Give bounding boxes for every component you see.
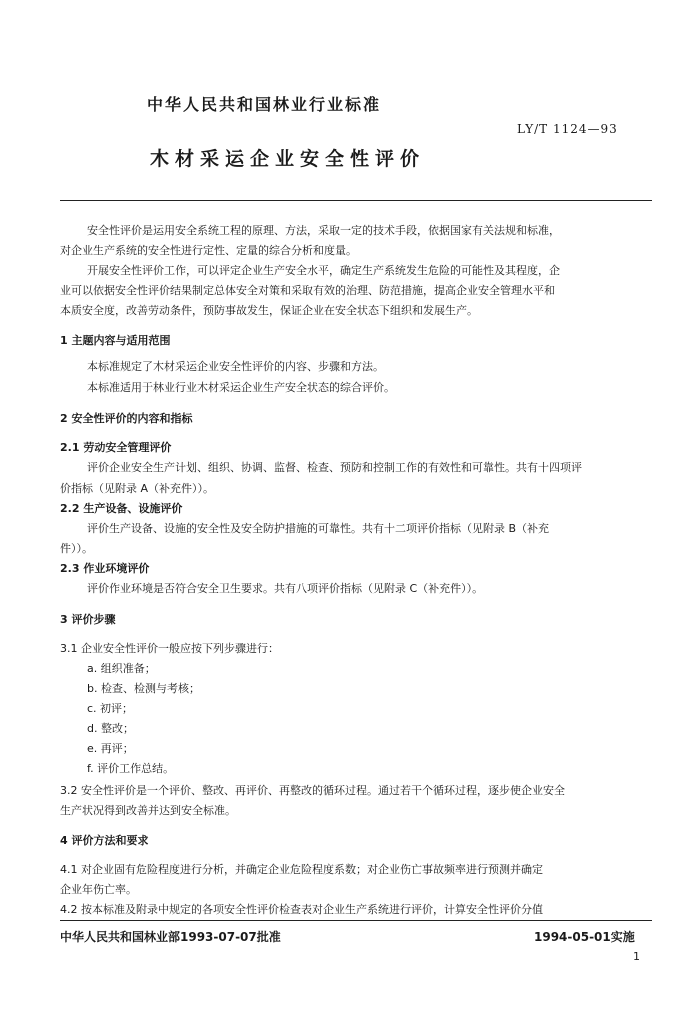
list-item: a. 组织准备； — [87, 662, 156, 675]
body-line: 评价作业环境是否符合安全卫生要求。共有八项评价指标（见附录 C（补充件））。 — [87, 582, 484, 595]
body-line: 4.1 对企业固有危险程度进行分析，并确定企业危险程度系数；对企业伤亡事故频率进行预测并确定 — [60, 863, 543, 876]
body-line: 3.2 安全性评价是一个评价、整改、再评价、再整改的循环过程。通过若干个循环过程，逐步使企业安全 — [60, 784, 565, 797]
subsection-heading: 2.3 作业环境评价 — [60, 562, 150, 575]
list-item: e. 再评； — [87, 742, 134, 755]
body-line: 价指标（见附录 A（补充件））。 — [60, 482, 215, 495]
list-item: d. 整改； — [87, 722, 134, 735]
section-heading: 4 评价方法和要求 — [60, 834, 149, 847]
body-line: 评价企业安全生产计划、组织、协调、监督、检查、预防和控制工作的有效性和可靠性。共有十四项评 — [87, 461, 582, 474]
body-line: 评价生产设备、设施的安全性及安全防护措施的可靠性。共有十二项评价指标（见附录 B（补充 — [87, 522, 550, 535]
body-line: 开展安全性评价工作，可以评定企业生产安全水平，确定生产系统发生危险的可能性及其程度，企 — [87, 264, 560, 277]
body-line: 本标准适用于林业行业木材采运企业生产安全状态的综合评价。 — [87, 381, 395, 394]
section-heading: 1 主题内容与适用范围 — [60, 334, 171, 347]
subsection-heading: 2.2 生产设备、设施评价 — [60, 502, 183, 515]
list-item: b. 检查、检测与考核； — [87, 682, 200, 695]
list-item: c. 初评； — [87, 702, 134, 715]
body-line: 企业年伤亡率。 — [60, 883, 137, 896]
body-line: 生产状况得到改善并达到安全标准。 — [60, 804, 236, 817]
section-heading: 3 评价步骤 — [60, 613, 116, 626]
body-line: 4.2 按本标准及附录中规定的各项安全性评价检查表对企业生产系统进行评价，计算安全性评价分值 — [60, 903, 543, 916]
approval-note: 中华人民共和国林业部1993-07-07批准 — [60, 930, 281, 944]
implementation-date: 1994-05-01实施 — [534, 930, 635, 944]
body-line: 3.1 企业安全性评价一般应按下列步骤进行： — [60, 642, 279, 655]
standard-code: LY/T 1124—93 — [517, 122, 618, 136]
body-line: 本质安全度，改善劳动条件，预防事故发生，保证企业在安全状态下组织和发展生产。 — [60, 304, 478, 317]
document-title: 木材采运企业安全性评价 — [150, 148, 426, 170]
agency-title: 中华人民共和国林业行业标准 — [147, 95, 382, 114]
body-line: 本标准规定了木材采运企业安全性评价的内容、步骤和方法。 — [87, 360, 384, 373]
footer-divider — [60, 920, 652, 921]
header-divider — [60, 200, 652, 201]
body-line: 件））。 — [60, 542, 93, 555]
page-number: 1 — [633, 950, 640, 963]
section-heading: 2 安全性评价的内容和指标 — [60, 412, 193, 425]
body-line: 业可以依据安全性评价结果制定总体安全对策和采取有效的治理、防范措施，提高企业安全管理水平和 — [60, 284, 555, 297]
subsection-heading: 2.1 劳动安全管理评价 — [60, 441, 172, 454]
list-item: f. 评价工作总结。 — [87, 762, 175, 775]
body-line: 安全性评价是运用安全系统工程的原理、方法，采取一定的技术手段，依据国家有关法规和标准， — [87, 224, 560, 237]
body-line: 对企业生产系统的安全性进行定性、定量的综合分析和度量。 — [60, 244, 357, 257]
